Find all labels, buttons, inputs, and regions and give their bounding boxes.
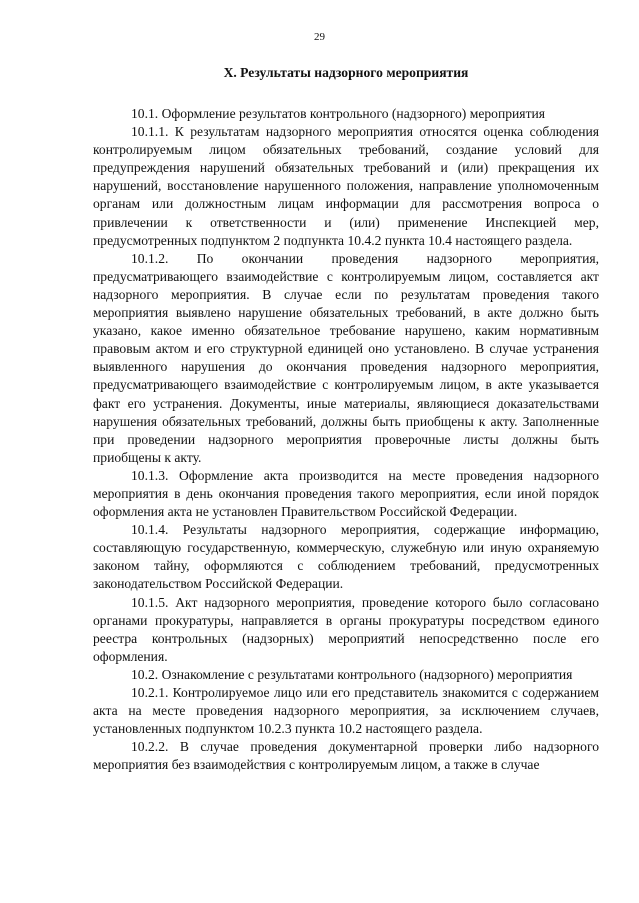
document-body (93, 105, 599, 774)
paragraph-10-1-2: 10.1.2. По окончании проведения надзорного мероприятия, предусматривающего взаимодействие с контролируемым лицом, составляется акт надзорного мероприятия. В случае если по результатам проведения такого мероприятия выявлено нарушение обязательных требований, в акте должно быть указано, какое именно обязательное требование нарушено, каким нормативным правовым актом и его структурной единицей оно установлено. В случае устранения выявленного нарушения до окончания проведения надзорного мероприятия, предусматривающего взаимодействие с контролируемым лицом, в акте указывается факт его устранения. Документы, иные материалы, являющиеся доказательствами нарушения обязательных требований, должны быть приобщены к акту. Заполненные при проведении надзорного мероприятия проверочные листы должны быть приобщены к акту. (93, 250, 599, 465)
paragraph-10-2-2: 10.2.2. В случае проведения документарной проверки либо надзорного мероприятия без взаимодействия с контролируемым лицом, а также в случае (93, 739, 599, 773)
paragraph-10-1-4: 10.1.4. Результаты надзорного мероприятия, содержащие информацию, составляющую государственную, коммерческую, служебную или иную охраняемую законом тайну, оформляются с соблюдением требований, предусмотренных законодательством Российской Федерации. (93, 522, 599, 592)
paragraph-10-2-1: 10.2.1. Контролируемое лицо или его представитель знакомится с содержанием акта на месте проведения надзорного мероприятия, за исключением случаев, установленных подпунктом 10.2.3 пункта 10.2 настоящего раздела. (93, 685, 599, 737)
paragraph-10-1-5: 10.1.5. Акт надзорного мероприятия, проведение которого было согласовано органами прокуратуры, направляется в органы прокуратуры посредством единого реестра контрольных (надзорных) мероприятий непосредственно после его оформления. (93, 594, 599, 664)
paragraph-10-1-1: 10.1.1. К результатам надзорного мероприятия относятся оценка соблюдения контролируемым лицом обязательных требований, создание условий для предупреждения нарушений обязательных требований и (или) прекращения их нарушений, восстановление нарушенного положения, направление уполномоченным органам или должностным лицам информации для рассмотрения вопроса о привлечении к ответственности и (или) применение Инспекцией мер, предусмотренных подпунктом 2 подпункта 10.4.2 пункта 10.4 настоящего раздела. (93, 124, 599, 248)
paragraph-10-1-3: 10.1.3. Оформление акта производится на месте проведения надзорного мероприятия в день окончания проведения такого мероприятия, если иной порядок оформления акта не установлен Правительством Российской Федерации. (93, 467, 599, 520)
page-number: 29 (314, 31, 325, 43)
paragraph-10-1: 10.1. Оформление результатов контрольного (надзорного) мероприятия (131, 106, 546, 121)
section-title: X. Результаты надзорного мероприятия (223, 65, 469, 80)
paragraph-10-2: 10.2. Ознакомление с результатами контрольного (надзорного) мероприятия (131, 666, 573, 682)
